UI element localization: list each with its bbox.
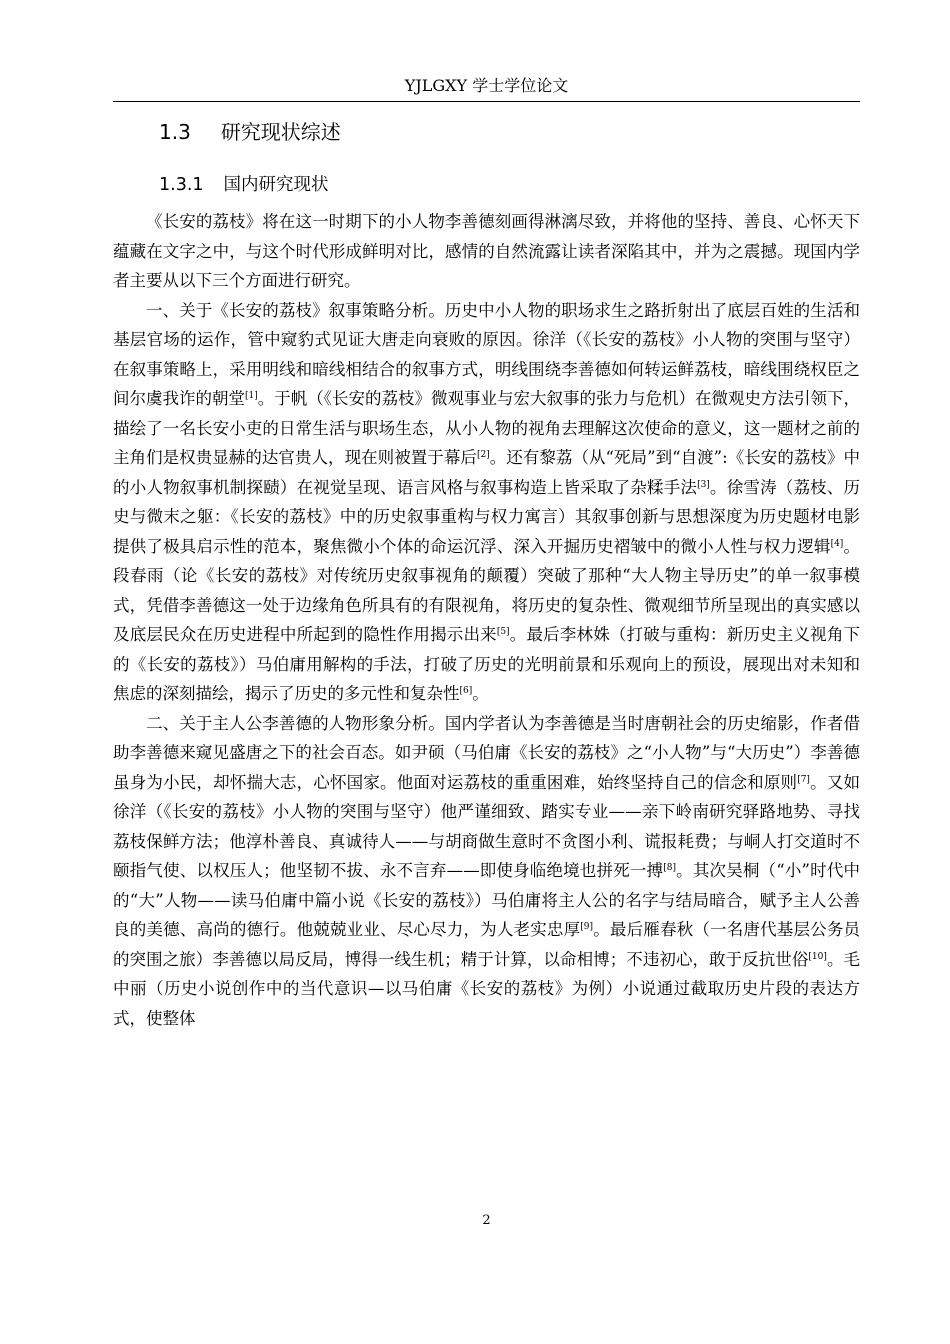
citation-ref: [2] <box>476 450 490 460</box>
citation-ref: [4] <box>830 538 844 549</box>
citation-ref: [8] <box>663 863 676 873</box>
section-number: 1.3 <box>159 120 191 144</box>
citation-ref: [9] <box>580 922 593 932</box>
page-number: 2 <box>482 1213 491 1228</box>
subsection-number: 1.3.1 <box>159 175 204 195</box>
citation-ref: [3] <box>697 479 710 490</box>
citation-ref: [7] <box>797 774 810 785</box>
citation-ref: [10] <box>808 951 827 962</box>
subsection-heading <box>159 172 329 198</box>
paragraph-narrative-strategy: 一、关于《长安的荔枝》叙事策略分析。历史中小人物的职场求生之路折射出了底层百姓的生活和基层官场的运作，管中窥豹式见证大唐走向衰败的原因。徐洋（《长安的荔枝》小人物的突围与坚守）在叙事策略上，采用明线和暗线相结合的叙事方式，明线围绕李善德如何转运鲜荔枝，暗线围绕权臣之间尔虞我诈的朝堂[1]。于帆（《长安的荔枝》微观事业与宏大叙事的张力与危机）在微观史方法引领下，描绘了一名长安小吏的日常生活与职场生态，从小人物的视角去理解这次使命的意义，这一题材之前的主角们是权贵显赫的达官贵人，现在则被置于幕后[2]。还有黎荔（从“死局”到“自渡”:《长安的荔枝》中的小人物叙事机制探赜）在视觉呈现、语言风格与叙事构造上皆采取了杂糅手法[3]。徐雪涛（荔枝、历史与微末之躯：《长安的荔枝》中的历史叙事重构与权力寓言）其叙事创新与思想深度为历史题材电影提供了极具启示性的范本，聚焦微小个体的命运沉浮、深入开掘历史褶皱中的微小人性与权力逻辑[4]。段春雨（论《长安的荔枝》对传统历史叙事视角的颠覆）突破了那种“大人物主导历史”的单一叙事模式，凭借李善德这一处于边缘角色所具有的有限视角，将历史的复杂性、微观细节所呈现出的真实感以及底层民众在历史进程中所起到的隐性作用揭示出来[5]。最后李林姝（打破与重构：新历史主义视角下的《长安的荔枝》）马伯庸用解构的手法，打破了历史的光明前景和乐观向上的预设，展现出对未知和焦虑的深刻描绘，揭示了历史的多元性和复杂性[6]。 <box>113 300 860 703</box>
page-header <box>113 76 860 96</box>
citation-ref: [5] <box>496 627 510 637</box>
section-heading <box>159 118 341 146</box>
paragraph-intro: 《长安的荔枝》将在这一时期下的小人物李善德刻画得淋漓尽致，并将他的坚持、善良、心怀天下蕴藏在文字之中，与这个时代形成鲜明对比，感情的自然流露让读者深陷其中，并为之震撼。现国内学者主要从以下三个方面进行研究。 <box>113 212 860 290</box>
citation-ref: [1] <box>245 391 258 401</box>
subsection-title: 国内研究现状 <box>223 175 329 195</box>
body-text <box>113 207 860 1033</box>
paragraph-character-analysis: 二、关于主人公李善德的人物形象分析。国内学者认为李善德是当时唐朝社会的历史缩影，作者借助李善德来窥见盛唐之下的社会百态。如尹硕（马伯庸《长安的荔枝》之“小人物”与“大历史”）李善德虽身为小民，却怀揣大志，心怀国家。他面对运荔枝的重重困难，始终坚持自己的信念和原则[7]。又如徐洋（《长安的荔枝》小人物的突围与坚守）他严谨细致、踏实专业——亲下岭南研究驿路地势、寻找荔枝保鲜方法；他淳朴善良、真诚待人——与胡商做生意时不贪图小利、谎报耗费；与峒人打交道时不颐指气使、以权压人；他坚韧不拔、永不言弃——即使身临绝境也拼死一搏[8]。其次吴桐（“小”时代中的“大”人物——读马伯庸中篇小说《长安的荔枝》）马伯庸将主人公的名字与结局暗合，赋予主人公善良的美德、高尚的德行。他兢兢业业、尽心尽力，为人老实忠厚[9]。最后雁春秋（一名唐代基层公务员的突围之旅）李善德以局反局，博得一线生机；精于计算，以命相博；不违初心，敢于反抗世俗[10]。毛中丽（历史小说创作中的当代意识—以马伯庸《长安的荔枝》为例）小说通过截取历史片段的表达方式，使整体 <box>113 713 861 1028</box>
section-title: 研究现状综述 <box>220 120 341 144</box>
citation-ref: [6] <box>459 686 473 696</box>
header-title: YJLGXY 学士学位论文 <box>404 76 569 95</box>
header-rule <box>113 101 860 102</box>
